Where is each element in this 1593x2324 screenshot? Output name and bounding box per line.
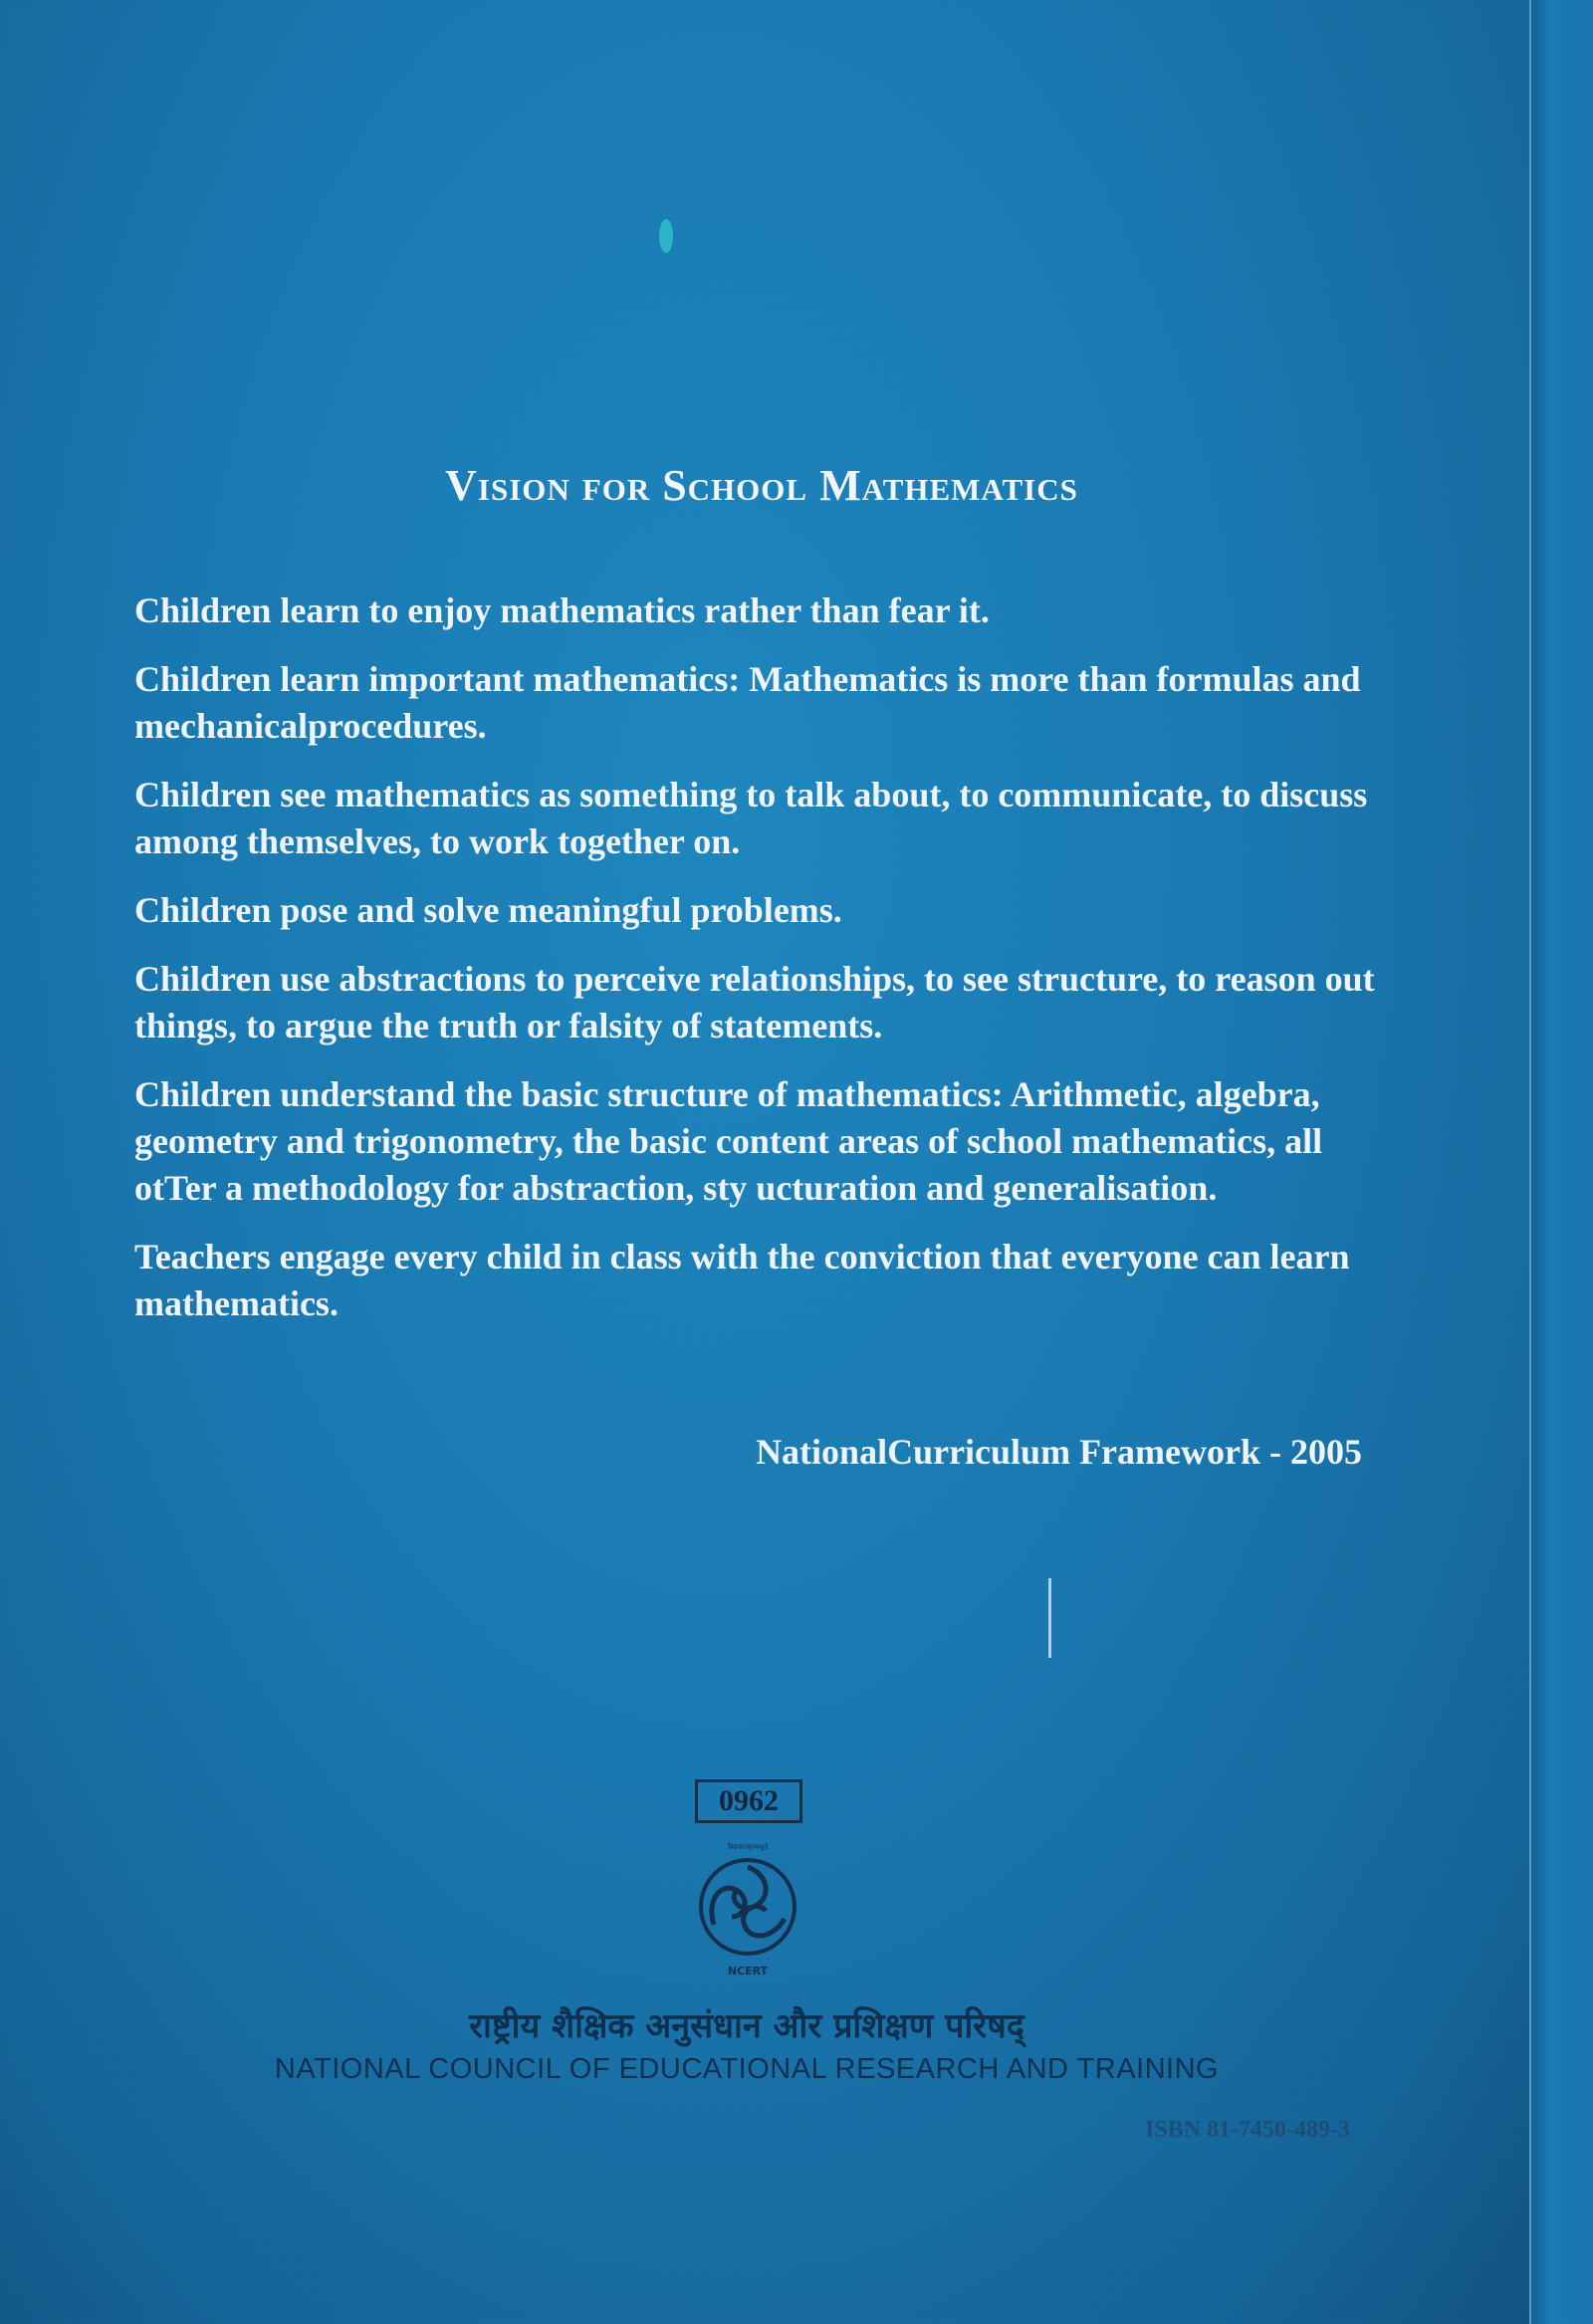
publisher-name-hindi: राष्ट्रीय शैक्षिक अनुसंधान और प्रशिक्षण परिषद् bbox=[469, 2006, 1024, 2046]
book-code: 0962 bbox=[695, 1779, 802, 1823]
publisher-name-english: NATIONAL COUNCIL OF EDUCATIONAL RESEARCH AND TRAINING bbox=[274, 2053, 1220, 2085]
vision-statements bbox=[134, 587, 1379, 1349]
isbn: ISBN 81-7450-489-3 bbox=[1145, 2117, 1351, 2143]
attribution: NationalCurriculum Framework - 2005 bbox=[756, 1432, 1362, 1472]
ncert-logo bbox=[692, 1837, 803, 1986]
logo-motto: विद्ययाऽमृतमश्नुते bbox=[727, 1843, 769, 1851]
vision-paragraph: Children pose and solve meaningful problems. bbox=[134, 890, 842, 930]
page-title: Vision for School Mathematics bbox=[445, 461, 1078, 510]
logo-acronym: NCERT bbox=[727, 1965, 769, 1977]
vision-paragraph: Children learn important mathematics: Mathematics is more than formulas and mechanicalprocedures. bbox=[134, 659, 1361, 746]
vision-paragraph: Children use abstractions to perceive relationships, to see structure, to reason out things, to argue the truth or falsity of statements. bbox=[134, 959, 1375, 1046]
scratch-mark bbox=[1048, 1578, 1051, 1658]
vision-paragraph: Children understand the basic structure of mathematics: Arithmetic, algebra, geometry and trigonometry, the basic content areas of school mathematics, all otTer a methodology for abstraction, sty ucturation and generalisation. bbox=[134, 1074, 1323, 1208]
cover-edge bbox=[1529, 0, 1593, 2324]
vision-paragraph: Children learn to enjoy mathematics rather than fear it. bbox=[134, 590, 990, 630]
ink-mark bbox=[659, 219, 673, 253]
vision-paragraph: Children see mathematics as something to talk about, to communicate, to discuss among themselves, to work together on. bbox=[134, 775, 1368, 861]
vision-paragraph: Teachers engage every child in class with the conviction that everyone can learn mathematics. bbox=[134, 1237, 1350, 1323]
